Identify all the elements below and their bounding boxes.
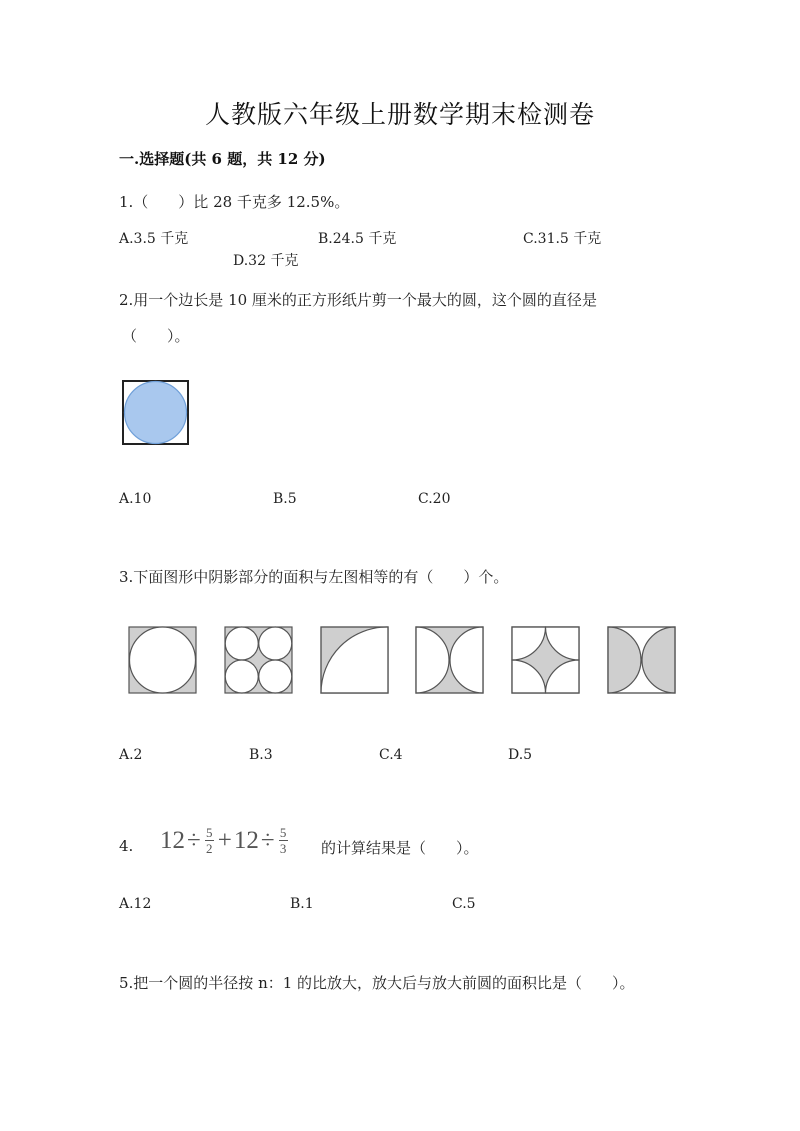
page-title: 人教版六年级上册数学期末检测卷 xyxy=(204,100,595,129)
question-3-text: 3.下面图形中阴影部分的面积与左图相等的有（ ）个。 xyxy=(119,568,509,586)
question-4-option-c: C.5 xyxy=(452,896,476,912)
question-1-option-d: D.32 千克 xyxy=(233,253,299,269)
expr-divide-sign: ÷ xyxy=(187,826,201,854)
question-4-expression xyxy=(160,826,290,855)
question-3-option-c: C.4 xyxy=(379,747,403,763)
question-4-number: 4. xyxy=(119,837,134,855)
question-3-option-a: A.2 xyxy=(119,747,143,763)
question-1-option-c: C.31.5 千克 xyxy=(523,231,602,247)
fraction-2-denominator: 3 xyxy=(279,841,287,856)
two-half-circles-sides-figure xyxy=(607,626,677,694)
section-heading: 一.选择题(共 6 题，共 12 分) xyxy=(119,150,326,168)
four-circles-figure xyxy=(224,626,294,694)
two-half-circles-inward-figure xyxy=(415,626,485,694)
question-5-text: 5.把一个圆的半径按 n：1 的比放大，放大后与放大前圆的面积比是（ ）。 xyxy=(119,974,635,992)
question-3-option-b: B.3 xyxy=(249,747,273,763)
question-2-option-c: C.20 xyxy=(418,491,451,507)
square-minus-circle-figure xyxy=(128,626,198,694)
expr-fraction-2 xyxy=(279,826,288,855)
quarter-circle-figure xyxy=(320,626,390,694)
square-with-circle-figure xyxy=(121,380,191,446)
fraction-1-numerator: 5 xyxy=(205,825,213,840)
fraction-2-numerator: 5 xyxy=(279,825,287,840)
four-quarter-corners-figure xyxy=(511,626,581,694)
question-2-text: 2.用一个边长是 10 厘米的正方形纸片剪一个最大的圆，这个圆的直径是 xyxy=(119,291,597,309)
expr-plus-sign: + xyxy=(217,826,232,854)
expr-operand-a: 12 xyxy=(160,826,185,854)
question-1-text: 1.（ ）比 28 千克多 12.5%。 xyxy=(119,193,350,211)
expr-fraction-1 xyxy=(205,826,214,855)
question-4-text: 的计算结果是（ ）。 xyxy=(321,839,479,857)
fraction-1-denominator: 2 xyxy=(205,841,213,856)
question-1-option-b: B.24.5 千克 xyxy=(318,231,397,247)
expr-operand-b: 12 xyxy=(233,826,259,854)
question-1-option-a: A.3.5 千克 xyxy=(119,231,189,247)
question-4-option-a: A.12 xyxy=(119,896,152,912)
question-2-option-a: A.10 xyxy=(119,491,152,507)
question-2-option-b: B.5 xyxy=(273,491,297,507)
expr-divide-sign-2: ÷ xyxy=(260,826,275,854)
question-2-text-continued: （ ）。 xyxy=(122,327,190,345)
question-3-option-d: D.5 xyxy=(508,747,533,763)
question-4-option-b: B.1 xyxy=(290,896,314,912)
